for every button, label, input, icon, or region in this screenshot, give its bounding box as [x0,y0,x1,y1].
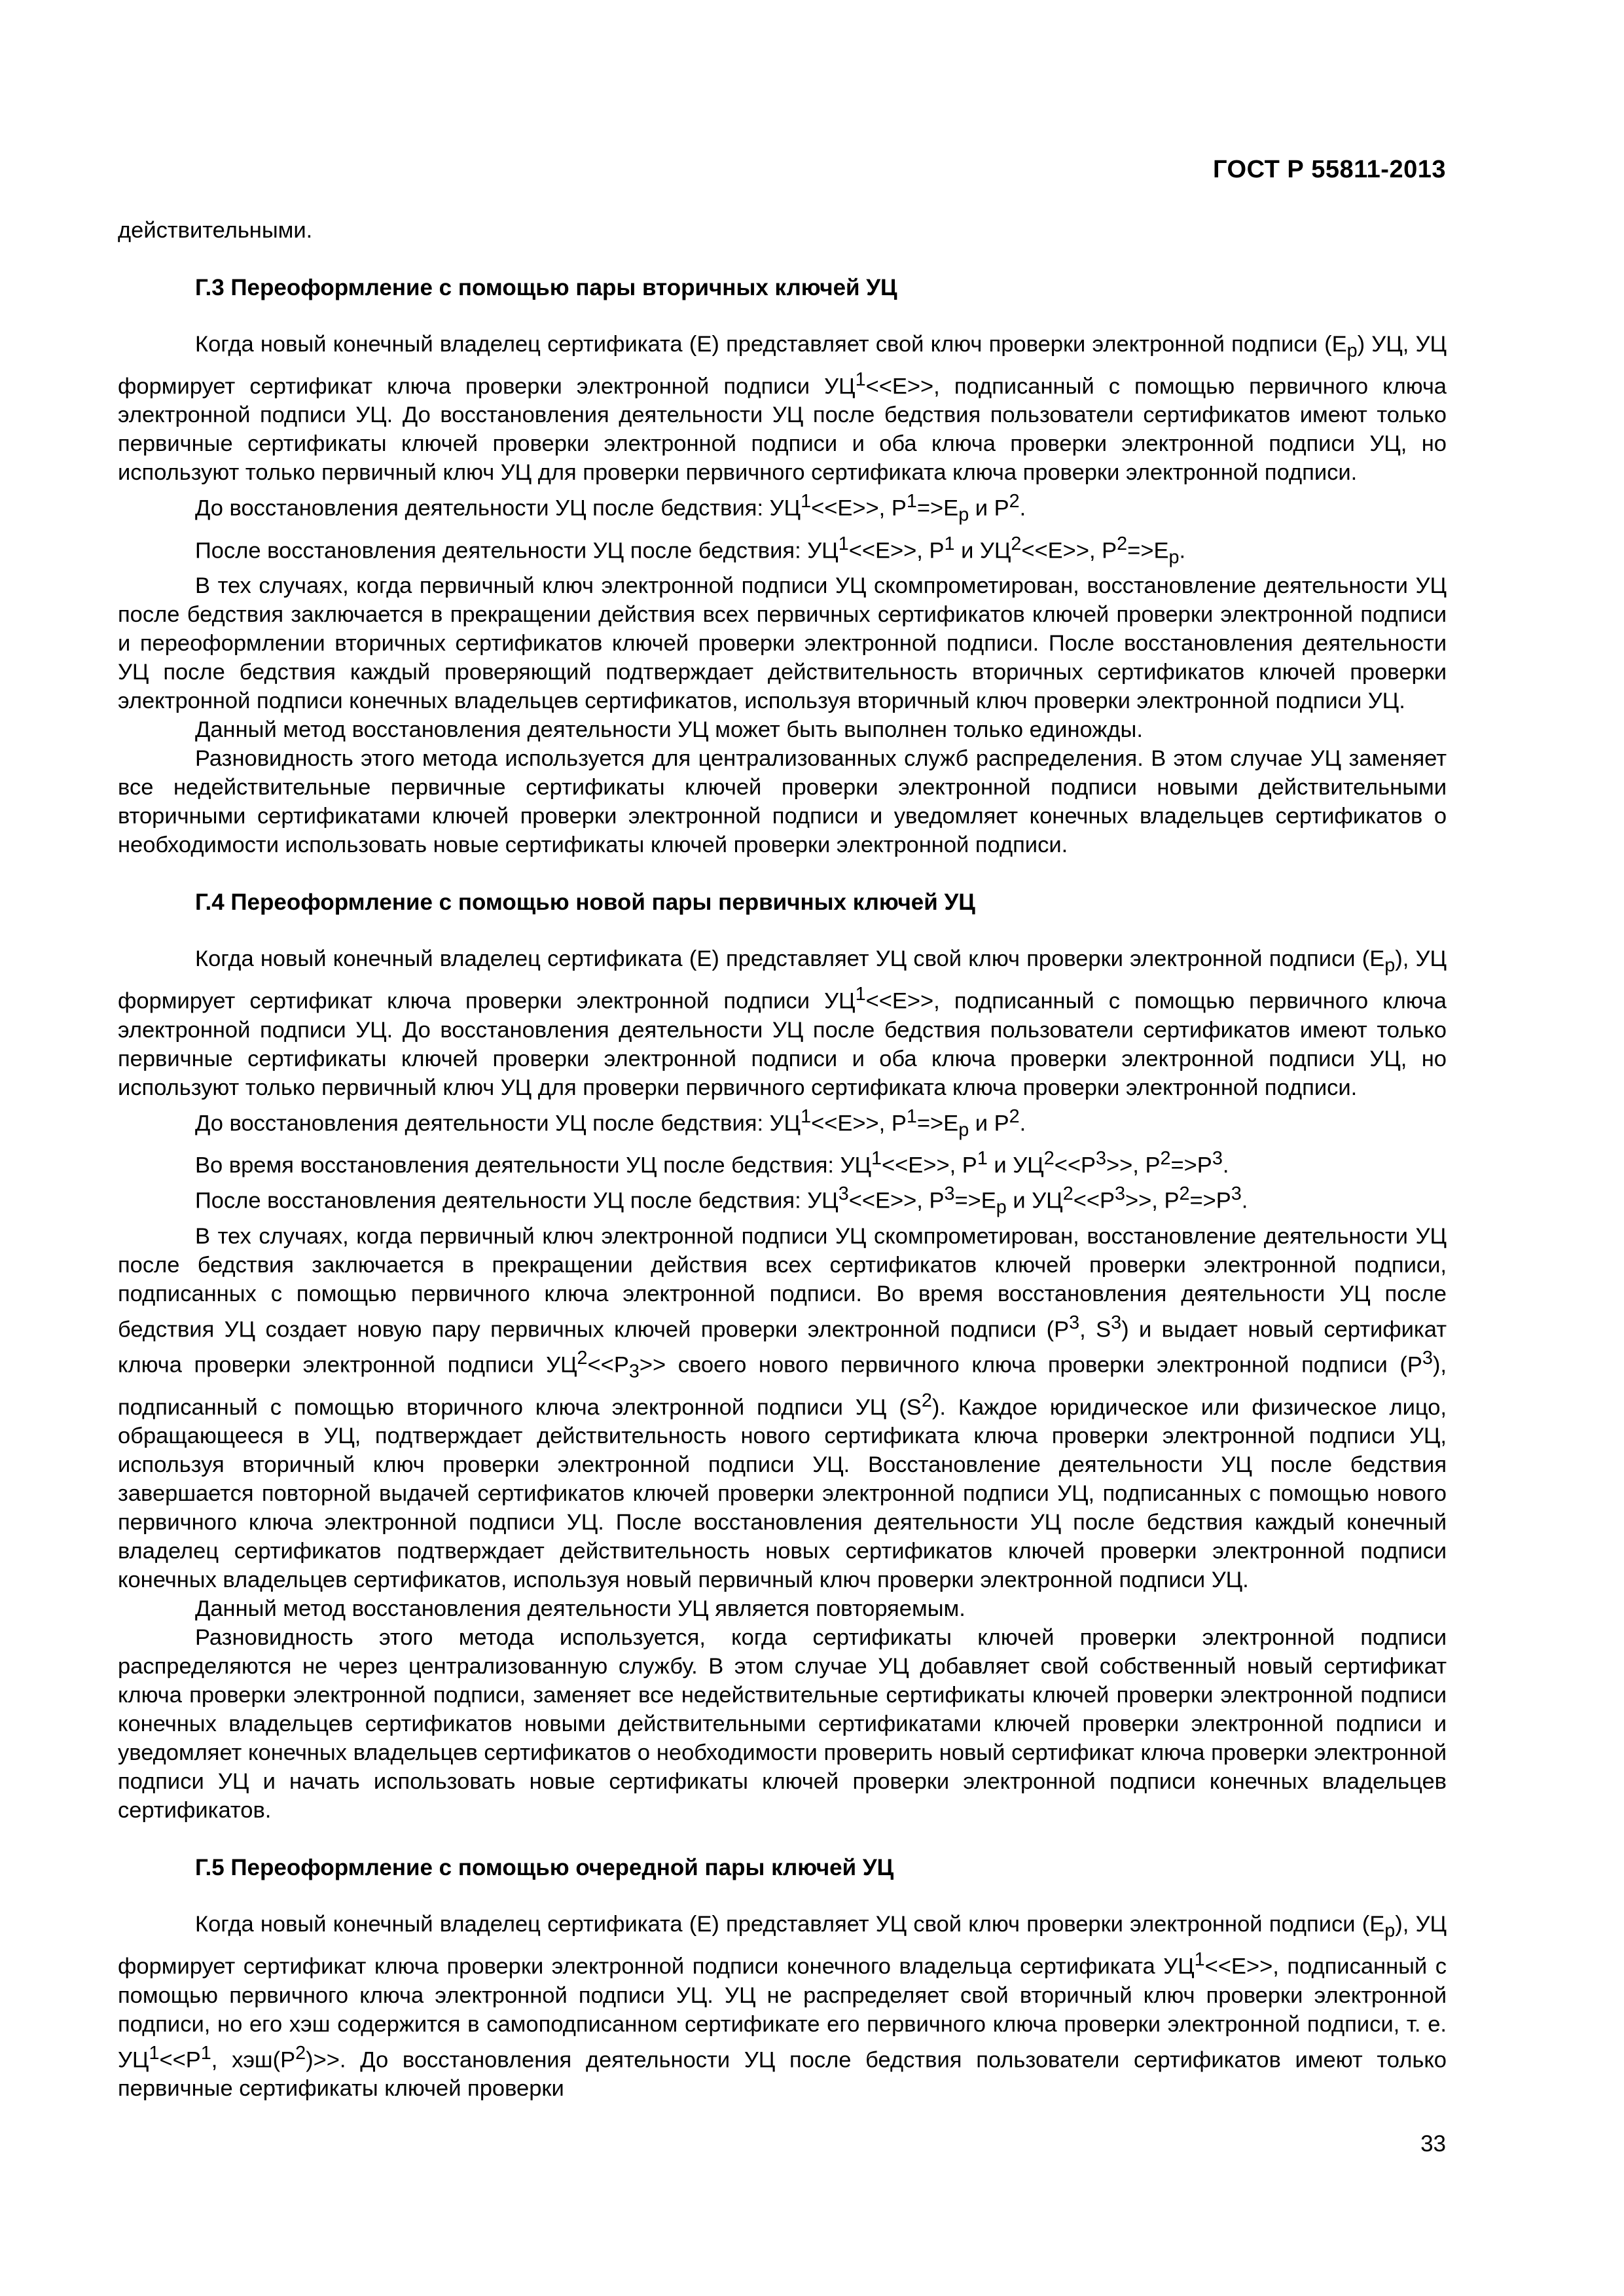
paragraph: Разновидность этого метода используется, когда сертификаты ключей проверки электронной подписи распределяются не через централизованную службу. В этом случае УЦ добавляет свой собственный новый сертификат ключа проверки электронной подписи, заменяет все недействительные сертификаты ключей проверки электронной подписи конечных владельцев сертификатов новыми действительными сертификатами ключей проверки электронной подписи и уведомляет конечных владельцев сертификатов о необходимости проверить новый сертификат ключа проверки электронной подписи УЦ и начать использовать новые сертификаты ключей проверки электронной подписи конечных владельцев сертификатов. [118,1625,1447,1823]
paragraph: Во время восстановления деятельности УЦ после бедствия: $УЦ^1<<Е>>$, $Р^1$ и $УЦ^2<<Р^3>>$, $Р^2=>Р^3$. [195,1147,1229,1178]
paragraph: Данный метод восстановления деятельности УЦ является повторяемым. [195,1596,965,1622]
paragraph: Разновидность этого метода используется для централизованных служб распределения. В этом случае УЦ заменяет все недействительные первичные сертификаты ключей проверки электронной подписи новыми действительными вторичными сертификатами ключей проверки электронной подписи и уведомляет конечных владельцев сертификатов о необходимости использовать новые сертификаты ключей проверки электронной подписи. [118,746,1447,858]
paragraph: действительными. [118,218,313,243]
section-heading: Г.5 Переоформление с помощью очередной пары ключей УЦ [195,1855,894,1881]
paragraph: Когда новый конечный владелец сертификата (Е) представляет УЦ свой ключ проверки электронной подписи $(Е_р)$, УЦ формирует сертификат ключа проверки электронной подписи конечного владельца сертификата $УЦ^1<<Е>>$, подписанный с помощью первичного ключа электронной подписи УЦ. УЦ не распределяет свой вторичный ключ проверки электронной подписи, но его хэш содержится в самоподписанном сертификате его первичного ключа проверки электронной подписи, т. е. $УЦ^1<<Р^1$, $хэш(Р^2)>>$. До восстановления деятельности УЦ после бедствия пользователи сертификатов имеют только первичные сертификаты ключей проверки [118,1912,1447,2102]
paragraph: Данный метод восстановления деятельности УЦ может быть выполнен только единожды. [195,717,1143,743]
document-body [118,216,1447,2103]
section-heading: Г.3 Переоформление с помощью пары вторичных ключей УЦ [195,275,897,300]
paragraph: После восстановления деятельности УЦ после бедствия: $УЦ^1<<Е>>$, $Р^1$ и $УЦ^2<<Е>>$, $Р^2=>Е_р$. [195,533,1186,568]
page-number: 33 [1420,2131,1446,2157]
paragraph: В тех случаях, когда первичный ключ электронной подписи УЦ скомпрометирован, восстановление деятельности УЦ после бедствия заключается в прекращении действия всех сертификатов ключей проверки электронной подписи, подписанных с помощью первичного ключа электронной подписи. Во время восстановления деятельности УЦ после бедствия УЦ создает новую пару первичных ключей проверки электронной подписи ($Р^3$, $S^3$) и выдает новый сертификат ключа проверки электронной подписи $УЦ^2<<Р_3>>$ своего нового первичного ключа проверки электронной подписи $(Р^3)$, подписанный с помощью вторичного ключа электронной подписи УЦ $(S^2)$. Каждое юридическое или физическое лицо, обращающееся в УЦ, подтверждает действительность нового сертификата ключа проверки электронной подписи УЦ, используя вторичный ключ проверки электронной подписи УЦ. Восстановление деятельности УЦ после бедствия завершается повторной выдачей сертификатов ключей проверки электронной подписи УЦ, подписанных с помощью нового первичного ключа электронной подписи УЦ. После восстановления деятельности УЦ после бедствия каждый конечный владелец сертификатов подтверждает действительность новых сертификатов ключей проверки электронной подписи конечных владельцев сертификатов, используя новый первичный ключ проверки электронной подписи УЦ. [118,1223,1447,1593]
paragraph: Когда новый конечный владелец сертификата (Е) представляет свой ключ проверки электронной подписи $(Е_р)$ УЦ, УЦ формирует сертификат ключа проверки электронной подписи $УЦ^1<<Е>>$, подписанный с помощью первичного ключа электронной подписи УЦ. До восстановления деятельности УЦ после бедствия пользователи сертификатов имеют только первичные сертификаты ключей проверки электронной подписи и оба ключа проверки электронной подписи УЦ, но используют только первичный ключ УЦ для проверки первичного сертификата ключа проверки электронной подписи. [118,332,1447,486]
paragraph: До восстановления деятельности УЦ после бедствия: $УЦ^1<<Е>>$, $Р^1=>Е_р$ и $Р^2$. [195,1105,1026,1140]
document-header-gost-id: ГОСТ Р 55811-2013 [1212,156,1446,183]
paragraph: До восстановления деятельности УЦ после бедствия: $УЦ^1<<Е>>$, $Р^1=>Е_р$ и $Р^2$. [195,491,1026,526]
paragraph: Когда новый конечный владелец сертификата (Е) представляет УЦ свой ключ проверки электронной подписи $(Е_р)$, УЦ формирует сертификат ключа проверки электронной подписи $УЦ^1<<Е>>$, подписанный с помощью первичного ключа электронной подписи УЦ. До восстановления деятельности УЦ после бедствия пользователи сертификатов имеют только первичные сертификаты ключей проверки электронной подписи и оба ключа проверки электронной подписи УЦ, но используют только первичный ключ УЦ для проверки первичного сертификата ключа проверки электронной подписи. [118,946,1447,1100]
section-heading: Г.4 Переоформление с помощью новой пары первичных ключей УЦ [195,889,975,916]
paragraph: После восстановления деятельности УЦ после бедствия: $УЦ^3<<Е>>$, $Р^3=>Е_р$ и $УЦ^2<<Р^3>>$, $Р^2=>Р^3$. [195,1183,1248,1218]
paragraph: В тех случаях, когда первичный ключ электронной подписи УЦ скомпрометирован, восстановление деятельности УЦ после бедствия заключается в прекращении действия всех первичных сертификатов ключей проверки электронной подписи и переоформлении вторичных сертификатов ключей проверки электронной подписи. После восстановления деятельности УЦ после бедствия каждый проверяющий подтверждает действительность вторичных сертификатов ключей проверки электронной подписи конечных владельцев сертификатов, используя вторичный ключ проверки электронной подписи УЦ. [118,573,1447,714]
